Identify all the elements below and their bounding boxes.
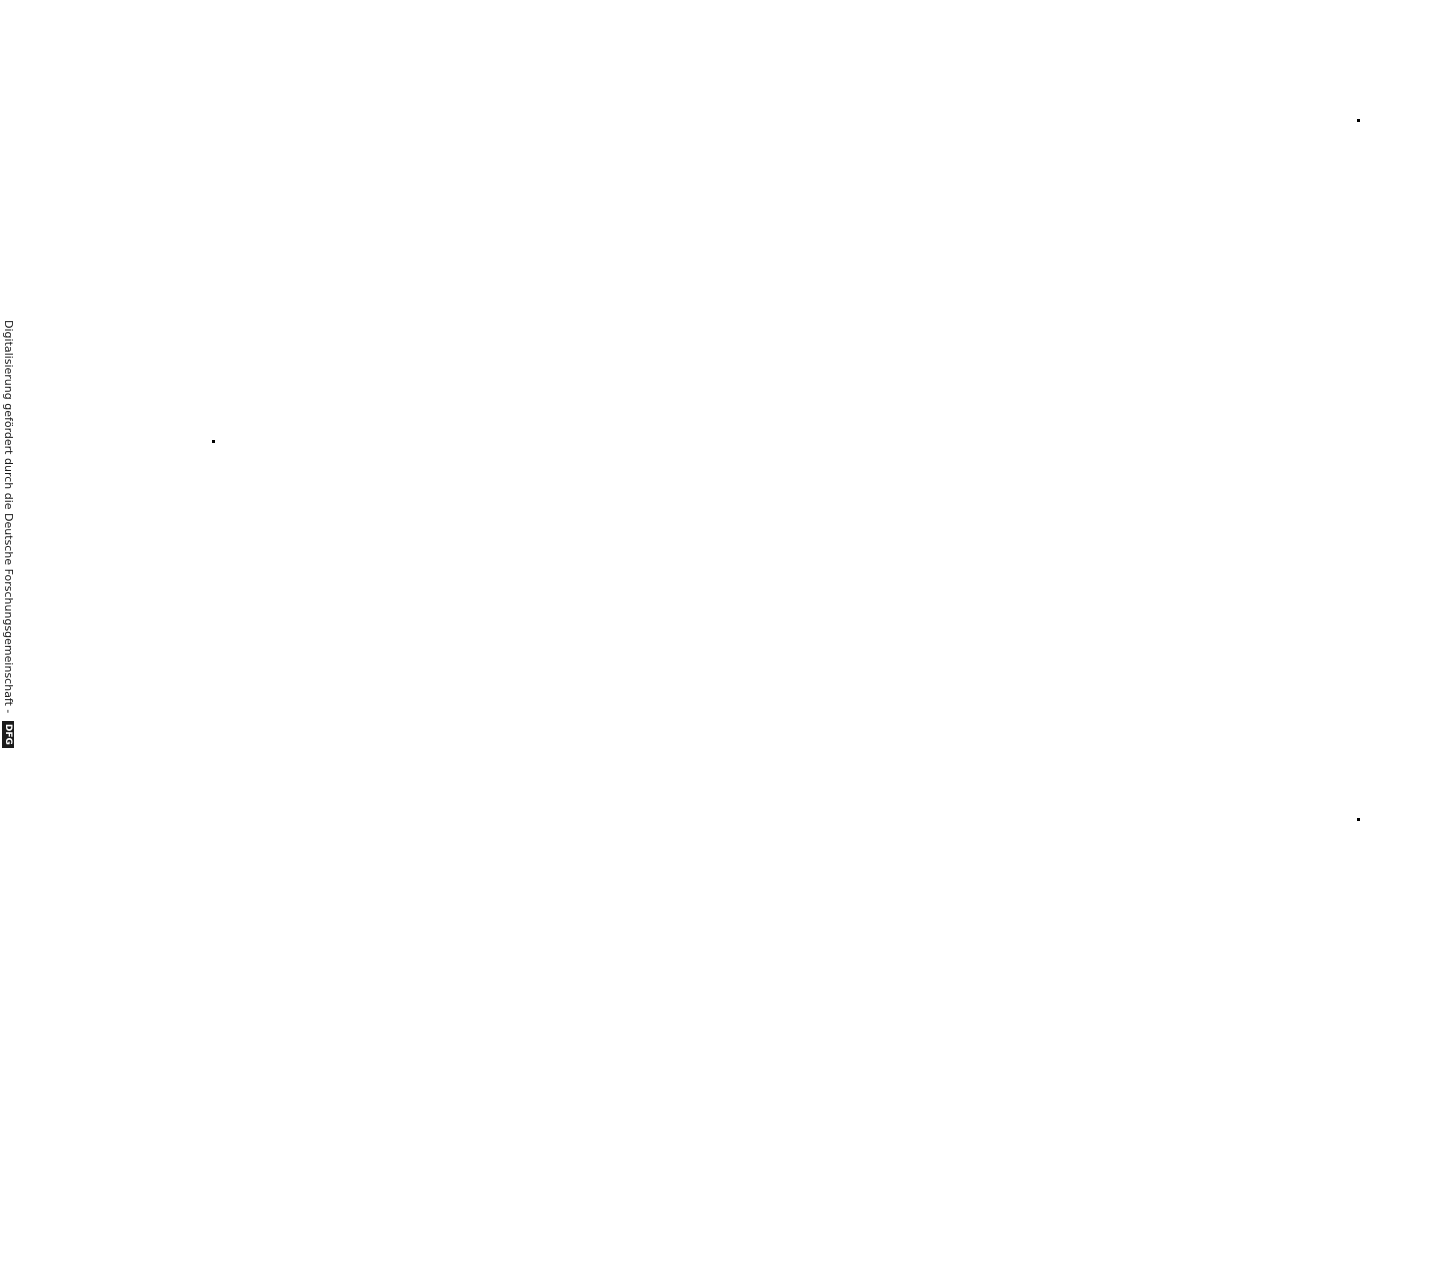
scan-speck bbox=[212, 440, 215, 443]
side-note bbox=[0, 320, 15, 1280]
scan-speck bbox=[1357, 818, 1360, 821]
side-note-text: Digitalisierung gefördert durch die Deutsche Forschungsgemeinschaft - bbox=[2, 320, 15, 714]
dfg-logo: DFG bbox=[2, 721, 14, 748]
scan-speck bbox=[1357, 119, 1360, 122]
